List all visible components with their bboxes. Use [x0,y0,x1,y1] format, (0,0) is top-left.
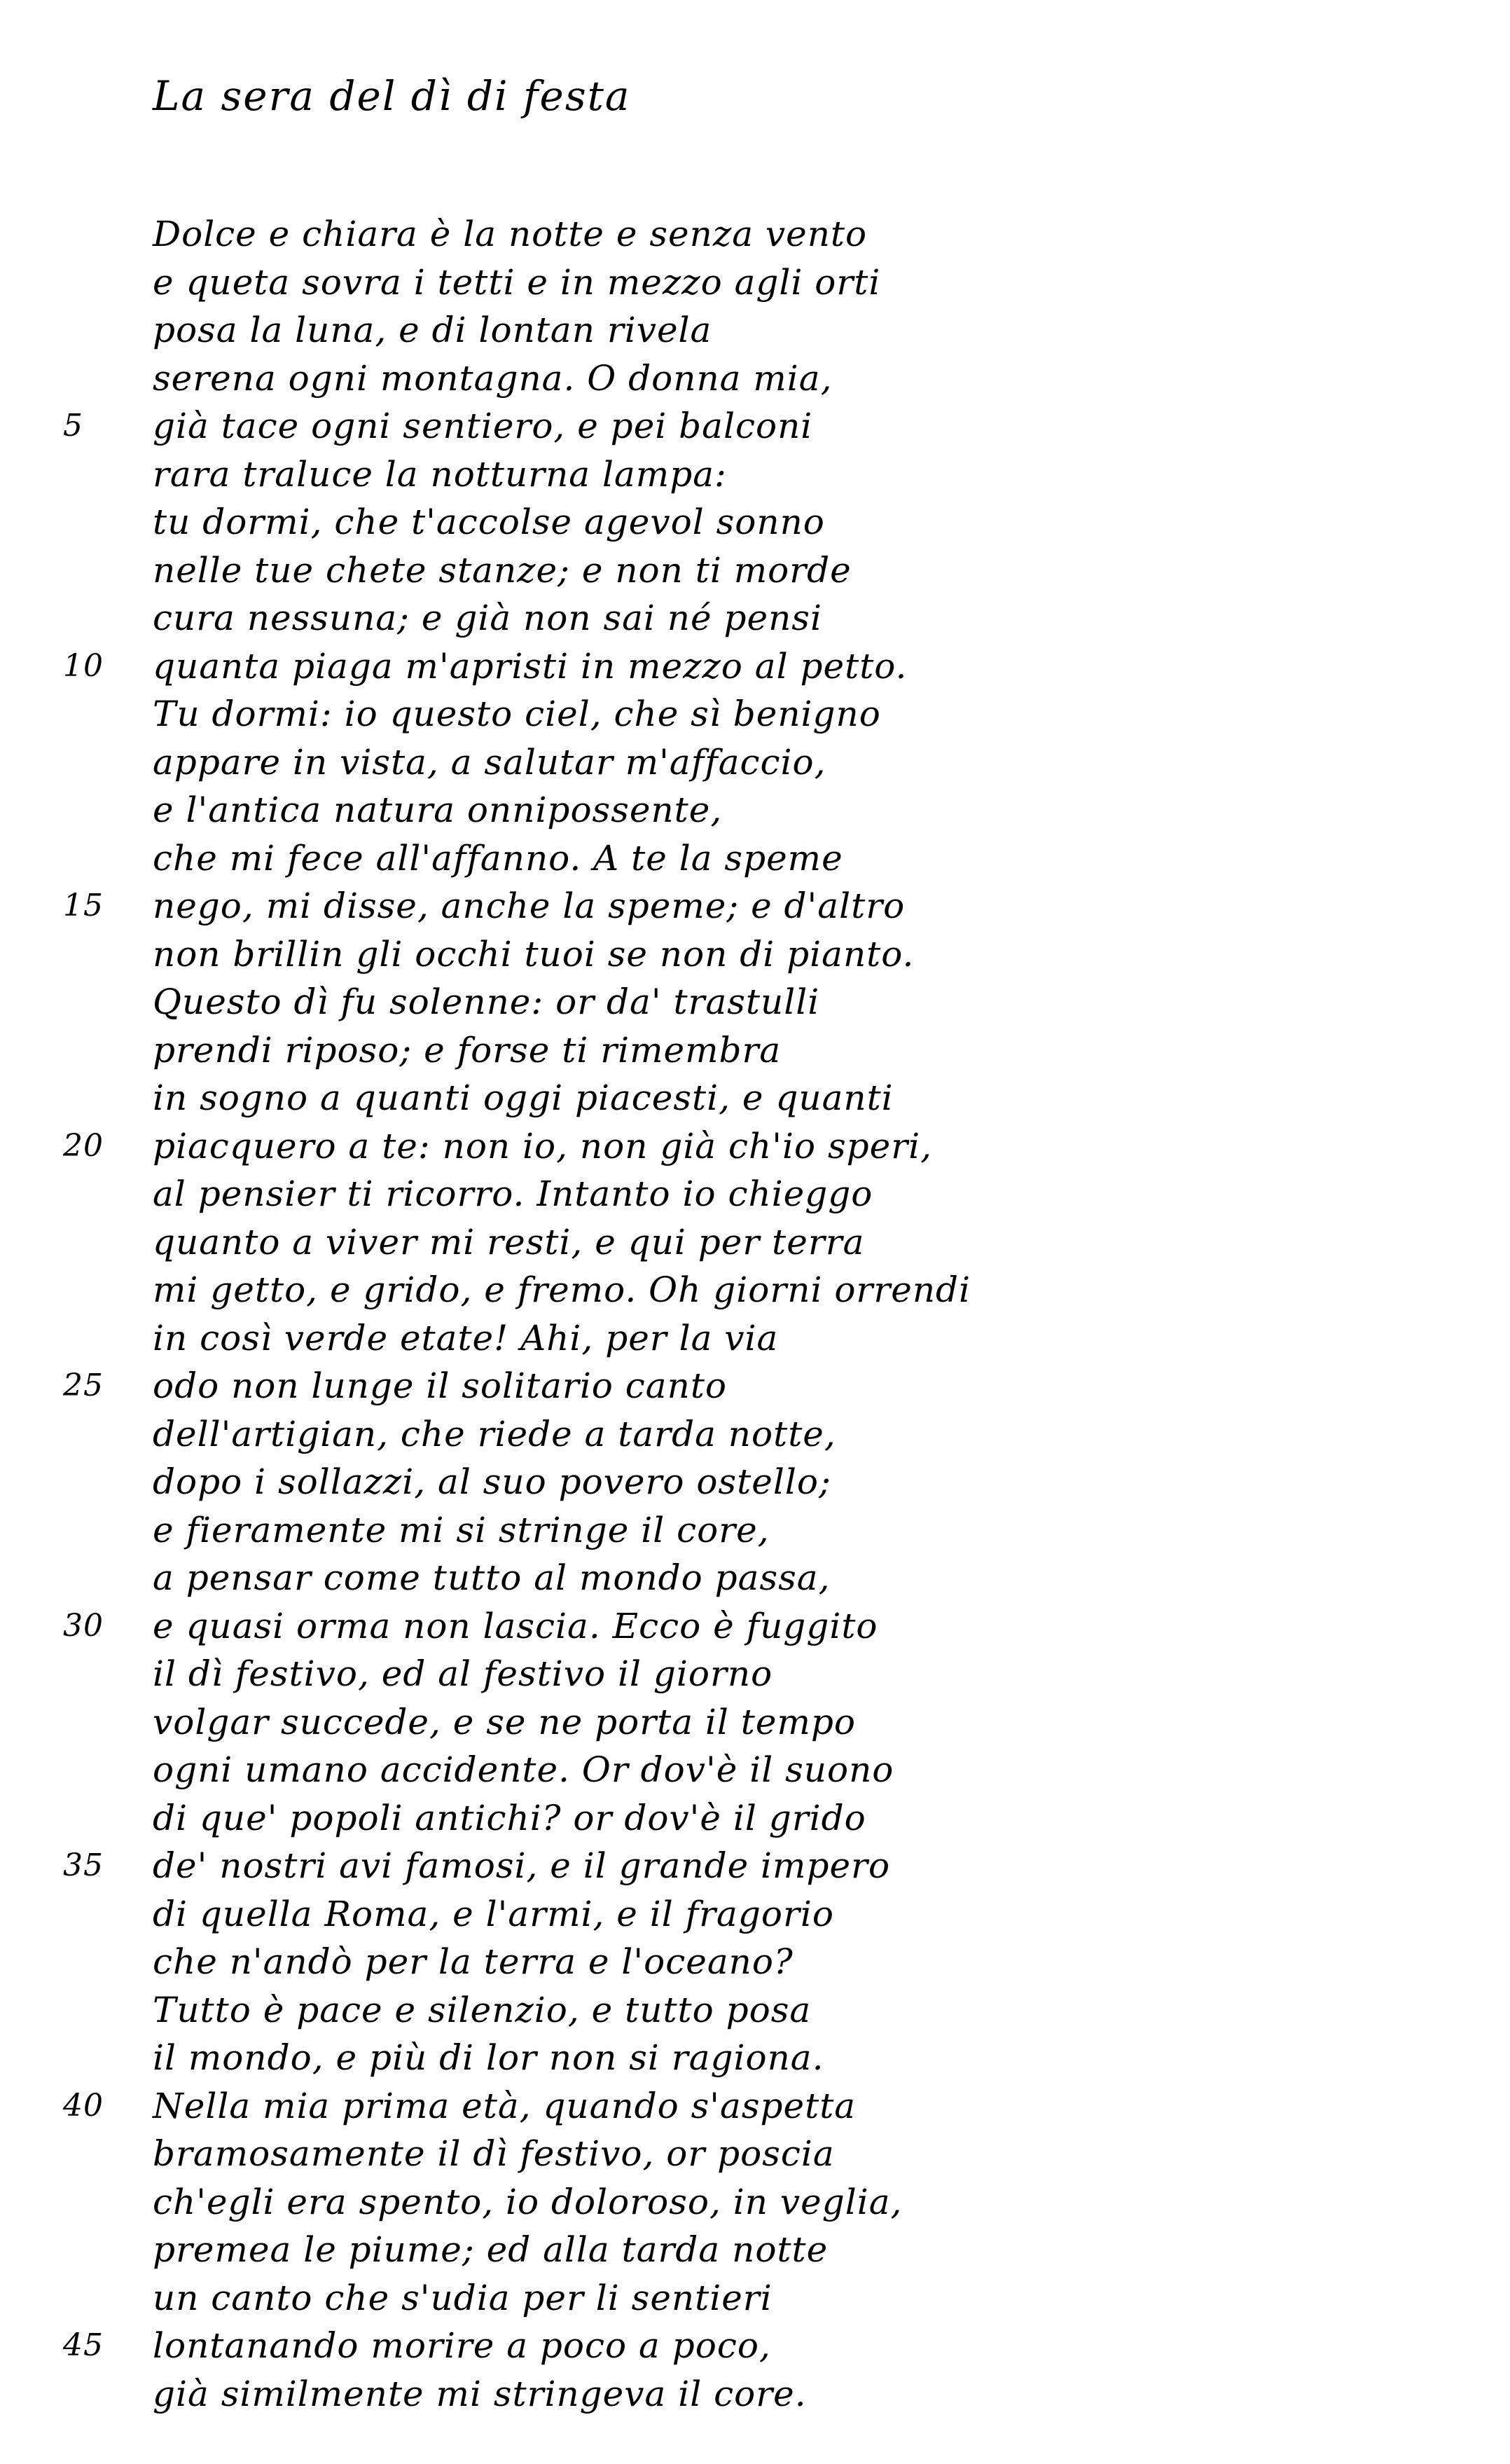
line-text: Tutto è pace e silenzio, e tutto posa [153,1989,812,2030]
line-text: Tu dormi: io questo ciel, che sì benigno [153,694,881,734]
poem-line [153,1410,1455,1459]
poem-line [153,450,1455,499]
poem-line [153,1554,1455,1602]
line-text: quanto a viver mi resti, e qui per terra [153,1221,865,1262]
line-text: Questo dì fu solenne: or da' trastulli [153,982,820,1022]
line-text: di que' popoli antichi? or dov'è il grido [153,1797,866,1838]
poem-line [63,2322,1455,2370]
poem-line [153,786,1455,834]
line-text: mi getto, e grido, e fremo. Oh giorni orrendi [153,1269,971,1310]
line-text: lontanando morire a poco a poco, [153,2325,771,2366]
line-number: 40 [63,2087,104,2124]
poem-line [153,1890,1455,1939]
line-text: nelle tue chete stanze; e non ti morde [153,549,852,591]
line-text: già similmente mi stringeva il core. [153,2373,807,2414]
poem-line [153,2034,1455,2082]
line-text: volgar succede, e se ne porta il tempo [153,1701,856,1742]
line-text: un canto che s'udia per li sentieri [153,2277,773,2318]
poem-line [63,1362,1455,1410]
poem-line [153,1794,1455,1843]
poem-line [63,1122,1455,1171]
line-text: e quasi orma non lascia. Ecco è fuggito [153,1605,878,1646]
line-text: bramosamente il dì festivo, or poscia [153,2133,835,2174]
line-text: e l'antica natura onnipossente, [153,790,723,830]
line-text: non brillin gli occhi tuoi se non di pianto. [153,933,915,975]
poem-line [153,1266,1455,1314]
line-text: che mi fece all'affanno. A te la speme [153,837,843,879]
poem-line [153,1986,1455,2035]
poem-line [153,1218,1455,1267]
line-text: appare in vista, a salutar m'affaccio, [153,741,826,783]
poem-line [153,355,1455,403]
poem-body [63,210,1455,2418]
line-text: in così verde etate! Ahi, per la via [153,1317,779,1358]
poem-line [153,210,1455,259]
poem-line [153,2130,1455,2178]
line-text: prendi riposo; e forse ti rimembra [153,1029,782,1071]
line-text: al pensier ti ricorro. Intanto io chieggo [153,1174,873,1214]
line-text: il mondo, e più di lor non si ragiona. [153,2037,824,2078]
poem-line [153,1746,1455,1794]
poem-line [63,2082,1455,2131]
poem-line [63,402,1455,450]
line-text: odo non lunge il solitario canto [153,1365,728,1406]
line-text: che n'andò per la terra e l'oceano? [153,1941,794,1982]
poem-line [153,498,1455,546]
line-text: il dì festivo, ed al festivo il giorno [153,1653,773,1694]
line-text: dopo i sollazzi, al suo povero ostello; [153,1461,831,1502]
line-text: ch'egli era spento, io doloroso, in veglia, [153,2181,903,2222]
line-text: in sogno a quanti oggi piacesti, e quanti [153,1078,894,1118]
line-text: quanta piaga m'apristi in mezzo al petto. [153,645,908,687]
poem-line [63,1842,1455,1890]
poem-line [153,1074,1455,1122]
poem-line [63,1602,1455,1651]
poem-line [153,259,1455,307]
poem-line [63,882,1455,930]
line-text: ogni umano accidente. Or dov'è il suono [153,1749,894,1790]
line-text: già tace ogni sentiero, e pei balconi [153,406,813,446]
line-number: 25 [63,1368,104,1403]
poem-line [153,1314,1455,1363]
poem-line [153,930,1455,979]
line-text: a pensar come tutto al mondo passa, [153,1557,831,1598]
line-number: 35 [63,1847,104,1883]
line-text: tu dormi, che t'accolse agevol sonno [153,502,825,542]
poem-line [153,1506,1455,1555]
line-text: e fieramente mi si stringe il core, [153,1509,770,1550]
poem-line [153,978,1455,1026]
poem-line [153,834,1455,883]
poem-line [153,594,1455,642]
line-text: piacquero a te: non io, non già ch'io speri, [153,1125,932,1166]
poem-line [153,1698,1455,1747]
line-text: cura nessuna; e già non sai né pensi [153,598,822,638]
line-number: 15 [63,888,104,923]
poem-line [153,2274,1455,2322]
line-text: e queta sovra i tetti e in mezzo agli orti [153,261,881,303]
page-title: La sera del dì di festa [153,72,631,120]
poem-line [153,1170,1455,1218]
line-text: dell'artigian, che riede a tarda notte, [153,1413,836,1454]
line-text: posa la luna, e di lontan rivela [153,310,712,350]
line-number: 10 [63,647,104,684]
poem-line [153,738,1455,787]
line-number: 45 [63,2327,104,2363]
line-number: 20 [63,1127,104,1164]
line-text: serena ogni montagna. O donna mia, [153,357,833,399]
poem-line [153,306,1455,355]
line-text: de' nostri avi famosi, e il grande impero [153,1845,891,1886]
line-text: Nella mia prima età, quando s'aspetta [153,2085,857,2126]
poem-line [153,1650,1455,1698]
line-text: nego, mi disse, anche la speme; e d'altro [153,886,906,926]
line-text: di quella Roma, e l'armi, e il fragorio [153,1893,834,1934]
poem-line [153,2178,1455,2226]
poem-line [153,546,1455,595]
poem-line [153,2370,1455,2418]
poem-line [153,2226,1455,2274]
line-text: rara traluce la notturna lampa: [153,453,727,495]
poem-line [153,690,1455,738]
line-text: premea le piume; ed alla tarda notte [153,2229,829,2270]
poem-line [63,642,1455,691]
poem-line [153,1938,1455,1986]
poem-line [153,1458,1455,1506]
line-text: Dolce e chiara è la notte e senza vento [153,214,868,254]
poem-line [153,1026,1455,1075]
line-number: 30 [63,1607,104,1644]
line-number: 5 [63,408,83,443]
